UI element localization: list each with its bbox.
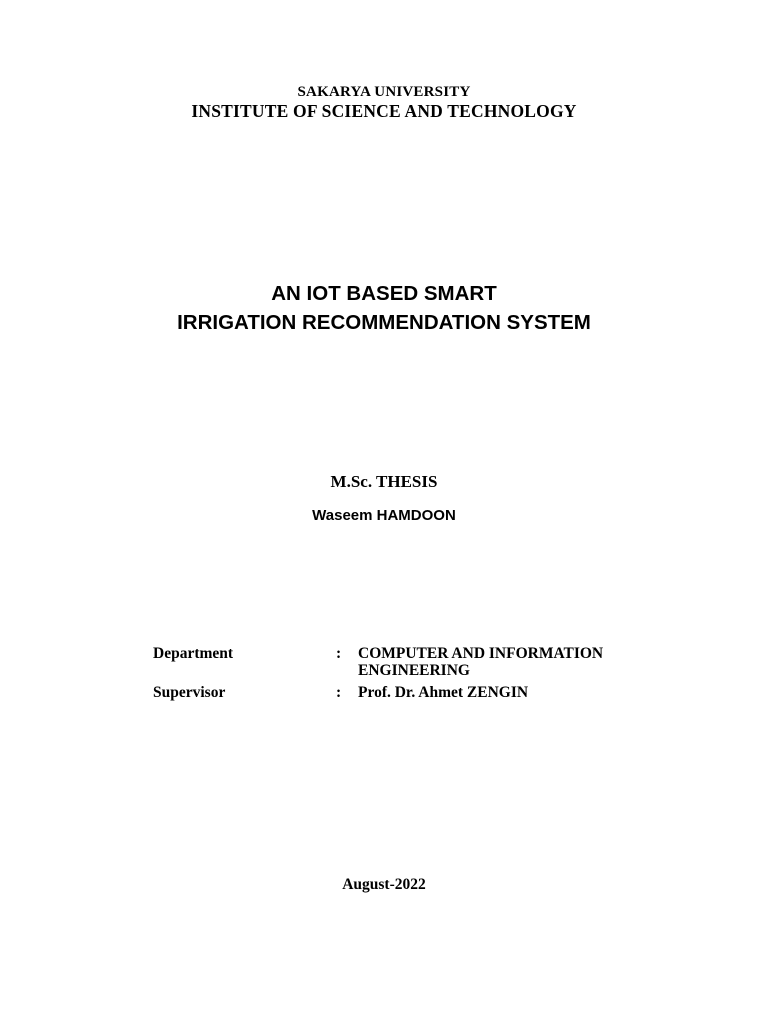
department-label: Department [153,645,234,662]
submission-date: August-2022 [342,876,426,893]
degree-label: M.Sc. THESIS [330,472,438,491]
author-name: Waseem HAMDOON [312,507,456,524]
supervisor-label: Supervisor [153,684,226,701]
thesis-title-line-1: AN IOT BASED SMART [271,282,497,305]
supervisor-separator: : [336,684,342,701]
supervisor-value: Prof. Dr. Ahmet ZENGIN [358,684,529,701]
department-value-line-1: COMPUTER AND INFORMATION [358,645,604,662]
thesis-title-line-2: IRRIGATION RECOMMENDATION SYSTEM [177,311,591,334]
department-separator: : [336,645,342,662]
institute-name: INSTITUTE OF SCIENCE AND TECHNOLOGY [191,101,577,121]
university-name: SAKARYA UNIVERSITY [297,84,471,100]
department-value-line-2: ENGINEERING [358,662,470,679]
